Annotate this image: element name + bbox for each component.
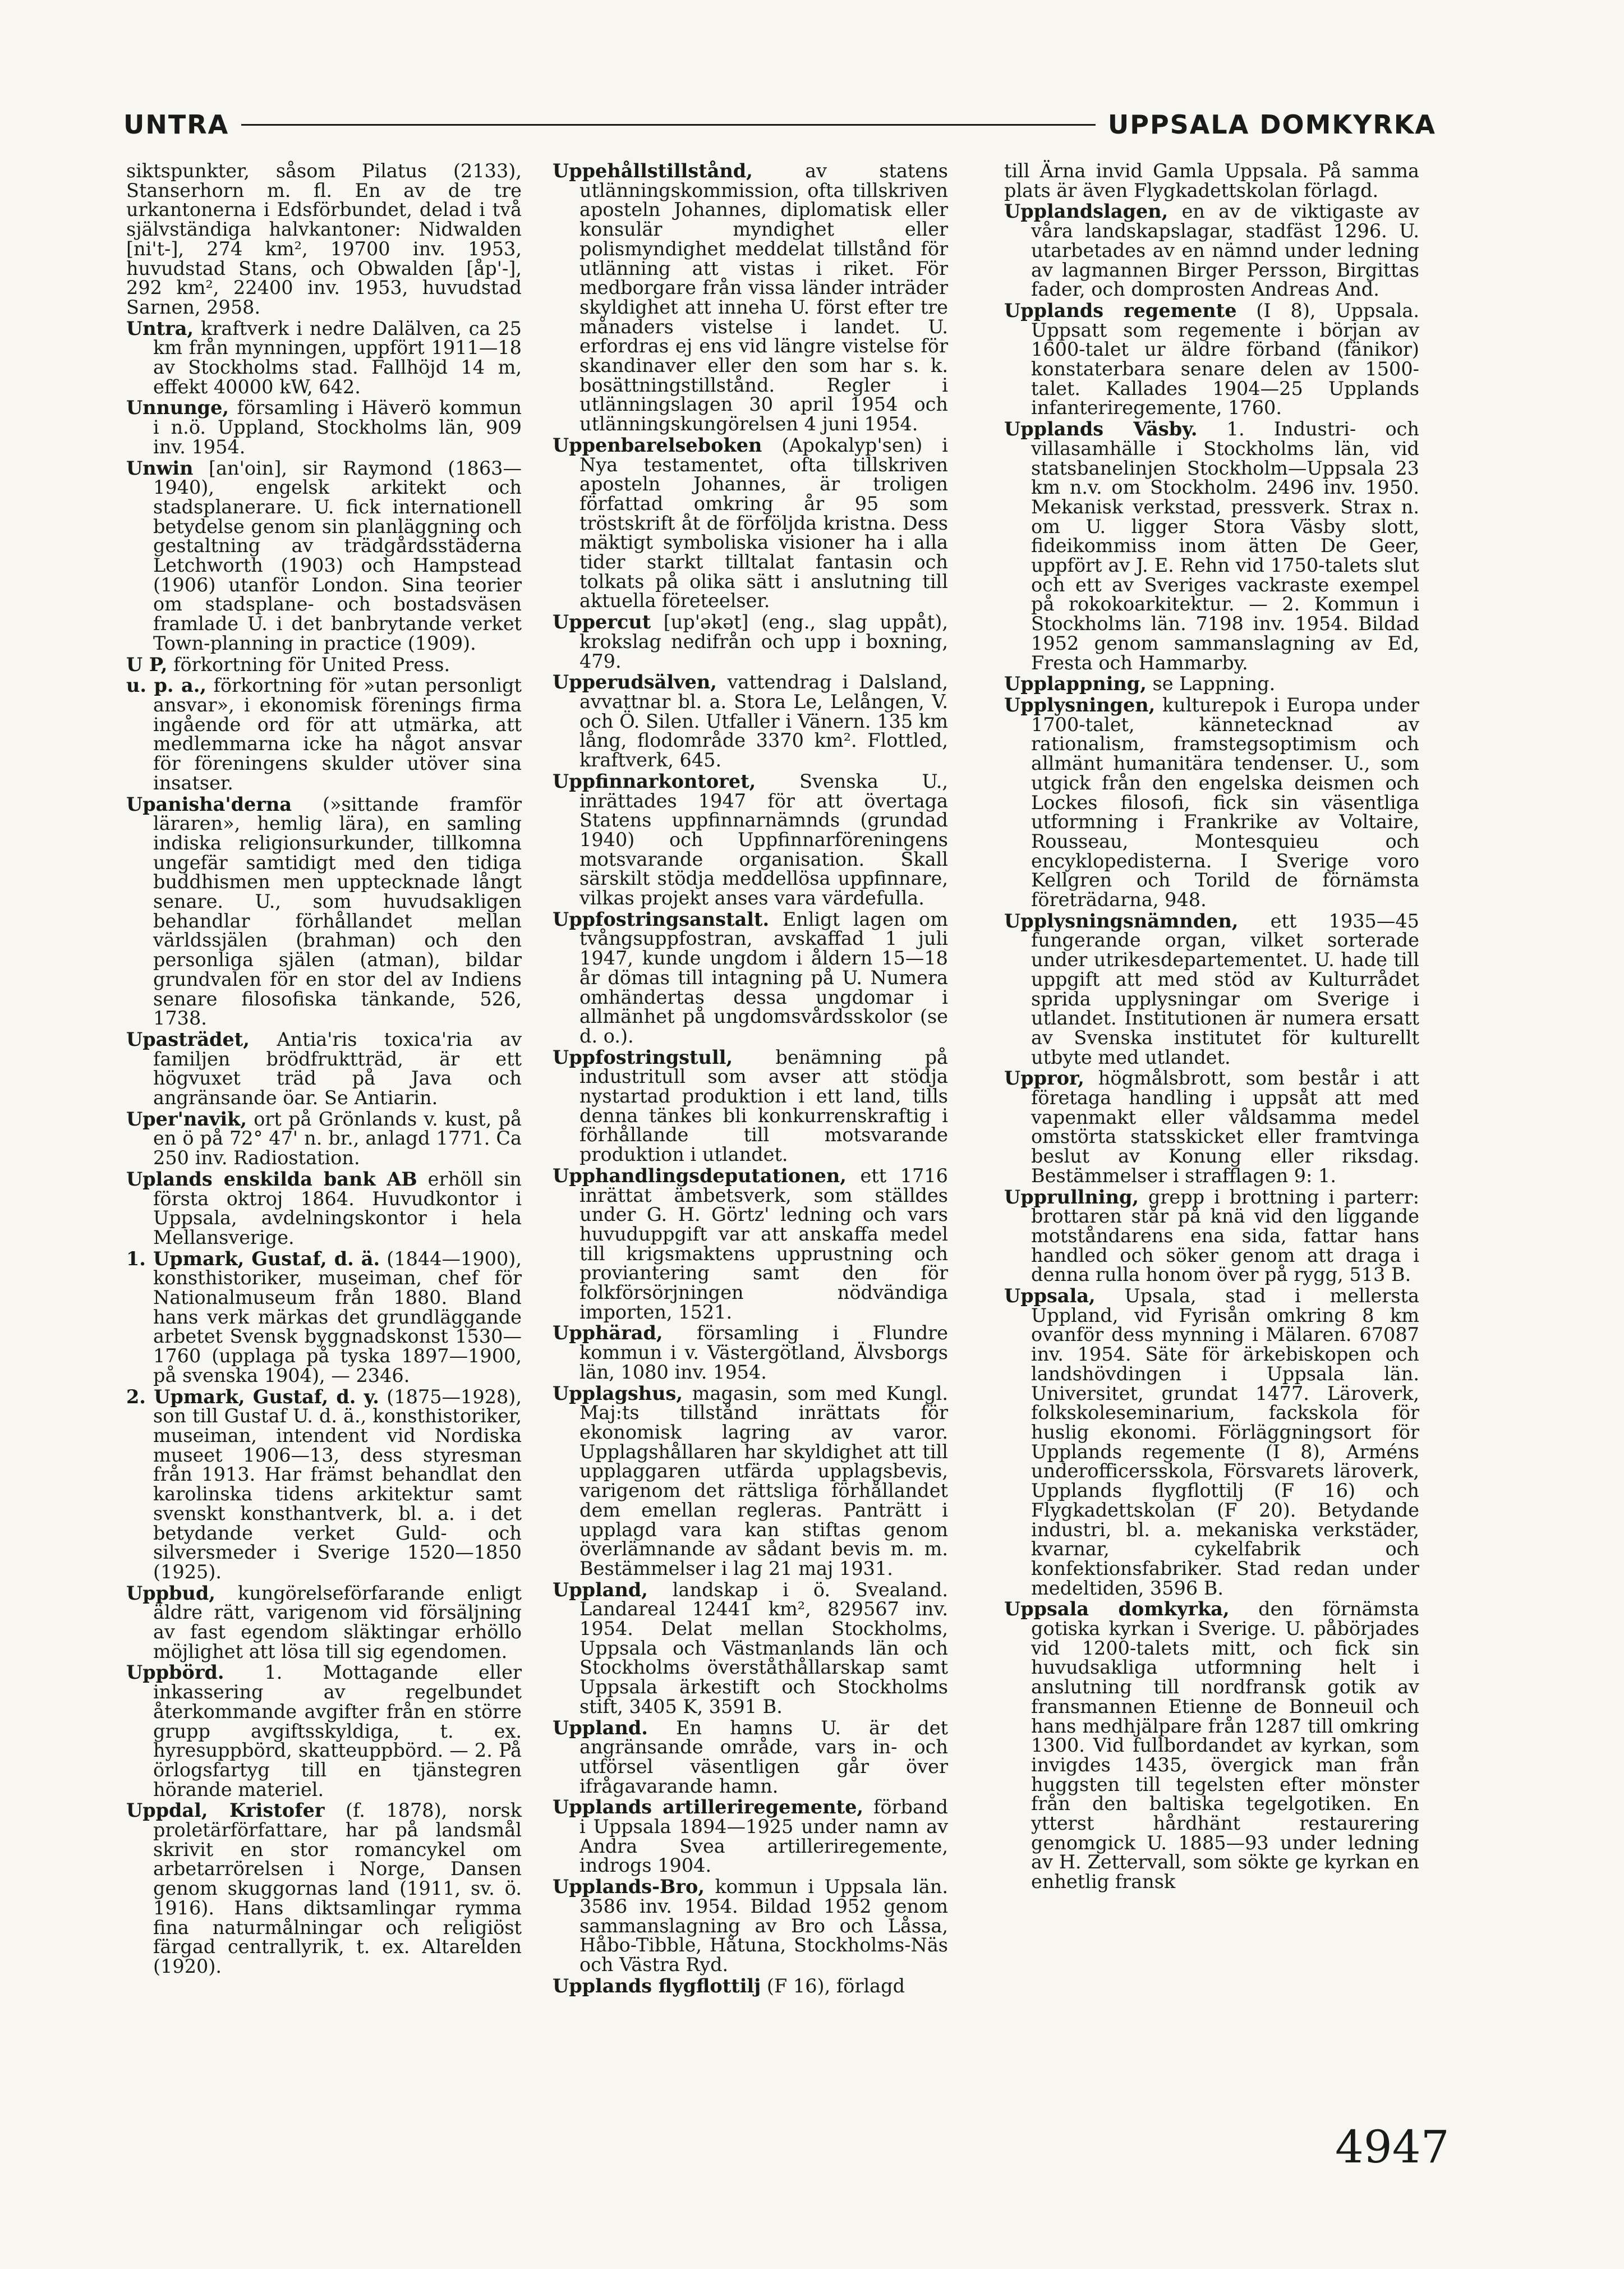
entry-text: kraftverk i nedre Dalälven, ca 25 km från mynningen, uppfört 1911—18 av Stockholms stad. Fallhöjd 14 m, effekt 40000 kW, 642. [153,317,522,398]
entry-headword: Uppehållstillstånd, [553,160,753,182]
entry-text: [up'əkət] (eng., slag uppåt), krokslag nedifrån och upp i boxning, 479. [579,611,948,672]
entry-headword: Upasträdet, [126,1028,250,1050]
entry-headword: Uplands enskilda bank AB [126,1168,417,1190]
entry-text: se Lappning. [1146,673,1276,695]
entry-text: ett 1716 inrättat ämbetsverk, som ställdes under G. H. Görtz' ledning och vars huvuduppgift var att anskaffa medel till krigsmaktens upprustning och proviantering samt den för folkförsörjningen nödvändiga importen, 1521. [579,1164,948,1323]
entry-text: den förnämsta gotiska kyrkan i Sverige. U. påbörjades vid 1200-talets mitt, och fick sin huvudsakliga utformning helt i anslutning till nordfransk gotik av fransmannen Etienne de Bonneuil och hans medhjälpare från 1287 till omkring 1300. Vid fullbordandet av kyrkan, som invigdes 1435, övergick man från huggsten till tegelsten efter mönster från den baltiska tegelgotiken. En ytterst hårdhänt restaurering genomgick U. 1885—93 under ledning av H. Zettervall, som sökte ge kyrkan en enhetlig fransk [1031,1598,1419,1893]
dictionary-entry [1004,202,1419,300]
dictionary-entry [553,1384,948,1579]
entry-headword: Untra, [126,317,194,339]
entry-headword: Upplands flygflottilj [553,1974,761,1997]
entry-text: ett 1935—45 fungerande organ, vilket sorterade under utrikesdepartementet. U. hade till uppgift att med stöd av Kulturrådet sprida upplysningar om Sverige i utlandet. Institutionen är numera ersatt av Svenska institutet för kulturellt utbyte med utlandet. [1031,910,1419,1068]
entry-text: Upsala, stad i mellersta Uppland, vid Fyrisån omkring 8 km ovanför dess mynning i Mälaren. 67087 inv. 1954. Säte för ärkebiskopen och landshövdingen i Uppsala län. Universitet, grundat 1477. Läroverk, folkskoleseminarium, fackskola för huslig ekonomi. Förläggningsort för Upplands regemente (I 8), Arméns underofficersskola, Försvarets läroverk, Upplands flygflottilj (F 16) och Flygkadettskolan (F 20). Betydande industri, bl. a. mekaniska verkstäder, kvarnar, cykelfabrik och konfektionsfabriker. Stad redan under medeltiden, 3596 B. [1031,1285,1419,1599]
dictionary-entry [1004,1600,1419,1892]
running-header [123,108,1436,141]
entry-headword: Uppfostringsanstalt. [553,908,770,930]
entry-headword: Upperudsälven, [553,671,717,693]
entry-text: förkortning för United Press. [167,653,450,676]
entry-headword: Uppfinnarkontoret, [553,770,756,792]
entry-text: (1844—1900), konsthistoriker, museiman, chef för Nationalmuseum från 1880. Bland hans verk märkas det grundläggande arbetet Svensk byggnadskonst 1530—1760 (upplaga på tyska 1897—1900, på svenska 1904), — 2346. [153,1247,522,1386]
dictionary-entry [553,162,948,434]
entry-text: (f. 1878), norsk proletärförfattare, har på landsmål skrivit en stor romancykel om arbetarrörelsen i Norge, Dansen genom skuggornas land (1911, sv. ö. 1916). Hans diktsamlingar rymma fina naturmålningar och religiöst färgad centrallyrik, t. ex. Altarelden (1920). [153,1799,522,1977]
entry-text: ort på Grönlands v. kust, på en ö på 72° 47' n. br., anlagd 1771. Ca 250 inv. Radiostation. [153,1108,522,1169]
entry-headword: Upplagshus, [553,1382,683,1404]
entry-headword: Upplands regemente [1004,299,1237,321]
dictionary-entry [126,1663,522,1799]
entry-text: vattendrag i Dalsland, avvattnar bl. a. Stora Le, Lelången, V. och Ö. Silen. Utfaller i Vänern. 135 km lång, flodområde 3370 km². Flottled, kraftverk, 645. [579,671,948,771]
entry-text: grepp i brottning i parterr: brottaren står på knä vid den liggande motståndarens ena sida, fattar hans handled och söker genom att draga i denna rulla honom över på rygg, 513 B. [1031,1186,1419,1286]
entry-text: (1875—1928), son till Gustaf U. d. ä., konsthistoriker, museiman, intendent vid Nordiska museet 1906—13, dess styresman från 1913. Har främst behandlat den karolinska tidens arkitektur samt svenskt konsthantverk, bl. a. i det betydande verket Guld- och silversmeder i Sverige 1520—1850 (1925). [153,1385,522,1583]
entry-headword: Uppbud, [126,1582,215,1604]
entry-headword: Upphärad, [553,1322,663,1344]
header-rule [241,124,1096,126]
entry-text: en av de viktigaste av våra landskapslagar, stadfäst 1296. U. utarbetades av en nämnd under ledning av lagmannen Birger Persson, Birgittas fader, och domprosten Andreas And. [1031,200,1419,301]
entry-text: En hamns U. är det angränsande område, vars in- och utförsel väsentligen går över ifrågavarande hamn. [579,1716,948,1797]
dictionary-entry [553,910,948,1046]
entry-text: (F 16), förlagd [761,1974,905,1997]
page-number: 4947 [1335,2121,1450,2173]
entry-headword: Uppland, [553,1578,648,1601]
dictionary-entry [126,1170,522,1248]
entry-text: förband i Uppsala 1894—1925 under namn av Andra Svea artilleriregemente, indrogs 1904. [579,1796,948,1877]
entry-text: magasin, som med Kungl. Maj:ts tillstånd inrättats för ekonomisk lagring av varor. Upplagshållaren har skyldighet att till upplaggaren utfärda upplagsbevis, varigenom det rättsliga förhållandet dem emellan regleras. Panträtt i upplagd vara kan stiftas genom överlämnande av sådant bevis m. m. Bestämmelser i lag 21 maj 1931. [579,1382,948,1579]
dictionary-entry [126,795,522,1028]
entry-headword: 2. Upmark, Gustaf, d. y. [126,1385,379,1408]
dictionary-entry [1004,420,1419,673]
dictionary-entry [1004,162,1419,200]
entry-headword: Unwin [126,457,194,479]
header-right: UPPSALA DOMKYRKA [1107,109,1436,140]
entry-headword: Upprullning, [1004,1186,1139,1208]
dictionary-entry [553,772,948,908]
entry-text: församling i Häverö kommun i n.ö. Uppland, Stockholms län, 909 inv. 1954. [153,397,522,458]
entry-headword: Uppercut [553,611,651,633]
dictionary-entry [126,1110,522,1168]
entry-text: 1. Industri- och villasamhälle i Stockholms län, vid statsbanelinjen Stockholm—Uppsala 23 km n.v. om Stockholm. 2496 inv. 1950. Mekanisk verkstad, pressverk. Strax n. om U. ligger Stora Väsby slott, fideikommiss inom ätten De Geer, uppfört av J. E. Rehn vid 1750-talets slut och ett av Sveriges vackraste exempel på rokokoarkitektur. — 2. Kommun i Stockholms län. 7198 inv. 1954. Bildad 1952 genom sammanslagning av Ed, Fresta och Hammarby. [1031,418,1419,674]
entry-headword: Upplands artilleriregemente, [553,1796,864,1818]
dictionary-entry [553,613,948,671]
dictionary-entry [126,1801,522,1976]
dictionary-entry [1004,693,1419,911]
dictionary-entry [1004,1287,1419,1598]
column-2 [553,162,948,1997]
entry-headword: Uppsala, [1004,1285,1096,1307]
entry-text: kommun i Uppsala län. 3586 inv. 1954. Bildad 1952 genom sammanslagning av Bro och Låssa, Håbo-Tibble, Håtuna, Stockholms-Näs och Västra Ryd. [579,1876,948,1976]
dictionary-entry [1004,301,1419,418]
dictionary-entry [553,673,948,770]
dictionary-entry [126,162,522,318]
dictionary-entry [553,1716,948,1797]
entry-headword: 1. Upmark, Gustaf, d. ä. [126,1247,380,1270]
entry-headword: Upanisha'derna [126,793,292,815]
dictionary-entry [126,398,522,457]
entry-text: 1. Mottagande eller inkassering av regelbundet återkommande avgifter från en större grupp avgiftsskyldiga, t. ex. hyresuppbörd, skatteuppbörd. — 2. På örlogsfartyg till en tjänstegren hörande materiel. [153,1661,522,1800]
entry-headword: Uppenbarelseboken [553,434,762,456]
dictionary-entry [126,676,522,793]
entry-text: erhöll sin första oktroj 1864. Huvudkontor i Uppsala, avdelningskontor i hela Mellansverige. [153,1168,522,1248]
entry-text: benämning på industritull som avser att stödja nystartad produktion i ett land, tills denna tänkes bli konkurrenskraftig i förhållande till motsvarande produktion i utlandet. [579,1046,948,1166]
entry-headword: Uppbörd. [126,1661,224,1684]
dictionary-entry [126,1247,522,1386]
dictionary-entry [126,1030,522,1108]
dictionary-entry [553,1578,948,1717]
entry-headword: Upplands Väsby. [1004,418,1198,440]
entry-text: (Apokalyp'sen) i Nya testamentet, ofta tillskriven aposteln Johannes, är troligen författad omkring år 95 som tröstskrift åt de förföljda kristna. Dess mäktigt symboliska visioner ha i alla tider starkt tilltalat fantasin och tolkats på olika sätt i anslutning till aktuella företeelser. [579,434,948,612]
entry-headword: Unnunge, [126,397,229,419]
entry-text: Antia'ris toxica'ria av familjen brödfruktträd, är ett högvuxet träd på Java och angränsande öar. Se Antiarin. [153,1028,522,1109]
entry-text: högmålsbrott, som består i att företaga handling i uppsåt att med vapenmakt eller våldsamma medel omstörta statsskicket eller framtvinga beslut av Konung eller riksdag. Bestämmelser i strafflagen 9: 1. [1031,1067,1419,1187]
dictionary-entry [553,1324,948,1382]
entry-headword: Upplysningen, [1004,693,1156,716]
entry-text: (»sittande framför läraren», hemlig lära), en samling indiska religionsurkunder, tillkomna ungefär samtidigt med den tidiga buddhismen men upptecknade långt senare. U., som huvudsakligen behandlar förhållandet mellan världssjälen (brahman) och den personliga själen (atman), bildar grundvalen för en stor del av Indiens senare filosofiska tänkande, 526, 1738. [153,793,522,1030]
entry-text: till Ärna invid Gamla Uppsala. På samma plats är även Flygkadettskolan förlagd. [1004,160,1419,201]
dictionary-entry [126,319,522,397]
entry-headword: Upplappning, [1004,673,1147,695]
entry-headword: Uppland. [553,1716,648,1739]
dictionary-entry [553,436,948,611]
dictionary-entry [553,1166,948,1322]
entry-text: siktspunkter, såsom Pilatus (2133), Stanserhorn m. fl. En av de tre urkantonerna i Edsförbundet, delad i två självständiga halvkantoner: Nidwalden [ni't-], 274 km², 19700 inv. 1953, huvudstad Stans, och Obwalden [åp'-], 292 km², 22400 inv. 1953, huvudstad Sarnen, 2958. [126,160,522,318]
entry-headword: Upplysningsnämnden, [1004,910,1239,932]
entry-text: kungörelseförfarande enligt äldre rätt, varigenom vid försäljning av fast egendom släktingar erhöllo möjlighet att lösa till sig egendomen. [153,1582,522,1662]
dictionary-entry [1004,674,1419,694]
dictionary-entry [126,1385,522,1583]
dictionary-entry [553,1974,948,1997]
entry-text: av statens utlänningskommission, ofta tillskriven aposteln Johannes, diplomatisk eller konsulär myndighet eller polismyndighet meddelat tillstånd för utlänning att vistas i riket. För medborgare från vissa länder inträder skyldighet att inneha U. först efter tre månaders vistelse i landet. U. erfordras ej ens vid längre vistelse för skandinaver eller den som har s. k. bosättningstillstånd. Regler i utlänningslagen 30 april 1954 och utlänningskungörelsen 4 juni 1954. [579,160,948,435]
entry-text: förkortning för »utan personligt ansvar», i ekonomisk förenings firma ingående ord för att utmärka, att medlemmarna icke ha något ansvar för föreningens skulder utöver sina insatser. [153,674,522,794]
entry-headword: Uper'navik, [126,1108,247,1130]
entry-headword: Uppror, [1004,1067,1084,1090]
dictionary-entry [1004,1069,1419,1186]
entry-text: (I 8), Uppsala. Uppsatt som regemente i början av 1600-talet ur äldre förband (fänikor) konstaterbara senare delen av 1500-talet. Kallades 1904—25 Upplands infanteriregemente, 1760. [1031,299,1419,419]
dictionary-entry [126,459,522,654]
dictionary-entry [126,655,522,675]
entry-headword: Uppdal, Kristofer [126,1799,325,1822]
dictionary-entry [1004,1188,1419,1285]
entry-headword: u. p. a., [126,674,207,697]
entry-headword: Uppsala domkyrka, [1004,1598,1230,1620]
dictionary-entry [553,1877,948,1975]
entry-text: Enligt lagen om tvångsuppfostran, avskaffad 1 juli 1947, kunde ungdom i åldern 15—18 år dömas till intagning på U. Numera omhändertas dessa ungdomar i allmänhet på ungdomsvårdsskolor (se d. o.). [579,908,948,1047]
dictionary-entry [1004,912,1419,1068]
dictionary-entry [553,1048,948,1165]
entry-text: landskap i ö. Svealand. Landareal 12441 km², 829567 inv. 1954. Delat mellan Stockholms, Uppsala och Västmanlands län och Stockholms överståthållarskap samt Uppsala ärkestift och Stockholms stift, 3405 K, 3591 B. [579,1578,948,1717]
entry-text: församling i Flundre kommun i v. Västergötland, Älvsborgs län, 1080 inv. 1954. [579,1322,948,1383]
entry-headword: U P, [126,653,168,676]
dictionary-entry [553,1798,948,1876]
entry-text: [an'oin], sir Raymond (1863—1940), engelsk arkitekt och stadsplanerare. U. fick internationell betydelse genom sin planläggning och gestaltning av trädgårdsstäderna Letchworth (1903) och Hampstead (1906) utanför London. Sina teorier om stadsplane- och bostadsväsen framlade U. i det banbrytande verket Town-planning in practice (1909). [153,457,522,654]
entry-headword: Upplands-Bro, [553,1876,705,1898]
column-3 [1004,162,1419,1894]
entry-text: kulturepok i Europa under 1700-talet, kännetecknad av rationalism, framstegsoptimism och allmänt humanitära tendenser. U., som utgick från den engelska deismen och Lockes filosofi, fick sin väsentliga utformning i Frankrike av Voltaire, Rousseau, Montesquieu och encyklopedisterna. I Sverige voro Kellgren och Torild de förnämsta företrädarna, 948. [1031,693,1419,911]
entry-headword: Uppfostringstull, [553,1046,733,1068]
dictionary-entry [126,1584,522,1662]
entry-text: Svenska U., inrättades 1947 för att övertaga Statens uppfinnarnämnds (grundad 1940) och Uppfinnarföreningens motsvarande organisation. Skall särskilt stödja meddellösa uppfinnare, vilkas projekt anses vara värdefulla. [579,770,948,910]
header-left: UNTRA [123,109,229,140]
column-1 [126,162,522,1978]
entry-headword: Upphandlingsdeputationen, [553,1164,846,1187]
entry-headword: Upplandslagen, [1004,200,1168,223]
